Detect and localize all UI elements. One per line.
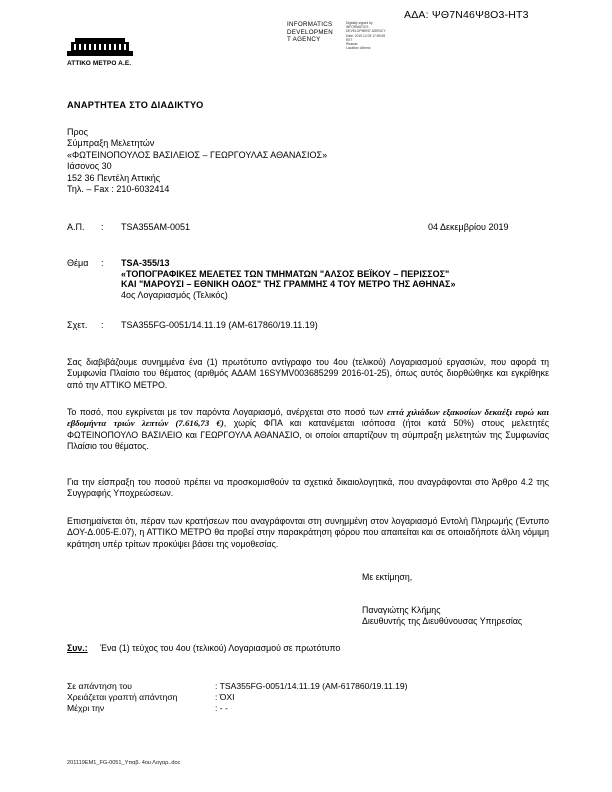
paragraph-2: Το ποσό, που εγκρίνεται με τον παρόντα Λογαριασμό, ανέρχεται στο ποσό των επτά χιλιάδων εξακοσίων δεκαέξι ευρώ και εβδομήντα τριών λεπτών (7.616,73 €), χωρίς ΦΠΑ και κατανέμεται ισόποσα (ήτοι κατά 50%) στους μελετητές ΦΩΤΕΙΝΟΠΟΥΛΟ ΒΑΣΙΛΕΙΟ και ΓΕΩΡΓΟΥΛΑ ΑΘΑΝΑΣΙΟ, οι οποίοι απαρτίζουν τη σύμπραξη μελετητών της Συμφωνίας Πλαίσιο του θέματος.	[67, 407, 550, 452]
signatory	[362, 605, 522, 627]
amount-text: επτά χιλιάδων εξακοσίων δεκαέξι ευρώ και εβδομήντα τριών λεπτών (7.616,73 €)	[67, 407, 549, 429]
logo-text: ΑΤΤΙΚΟ ΜΕΤΡΟ Α.Ε.	[67, 60, 132, 67]
meta-row: Σε απάντηση του : TSA355FG-0051/14.11.19 (AM-617860/19.11.19)	[67, 681, 408, 691]
recipient-address: Προς Σύμπραξη Μελετητών «ΦΩΤΕΙΝΟΠΟΥΛΟΣ ΒΑΣΙΛΕΙΟΣ – ΓΕΩΡΓΟΥΛΑΣ ΑΘΑΝΑΣΙΟΣ» Ιάσονος 30 152 36 Πεντέλη Αττικής Τηλ. – Fax : 210-6032414	[67, 127, 328, 195]
metro-building-icon	[67, 36, 133, 56]
document-date: 04 Δεκεμβρίου 2019	[428, 222, 509, 232]
subject-account: 4ος Λογαριασμός (Τελικός)	[121, 289, 228, 300]
paragraph-3: Για την είσπραξη του ποσού πρέπει να προσκομισθούν τα σχετικά δικαιολογητικά, που αναγράφονται στο Άρθρο 4.2 της Συγγραφής Υποχρεώσεων.	[67, 477, 549, 499]
signatory-title: Διευθυντής της Διευθύνουσας Υπηρεσίας	[362, 616, 523, 626]
company-logo	[67, 36, 133, 67]
file-footer: 201119EM1_FG-0051_Υπαβ. 4ου Λογαρ..doc	[67, 760, 181, 766]
page-heading: ΑΝΑΡΤΗΤΕΑ ΣΤΟ ΔΙΑΔΙΚΤΥΟ	[67, 100, 204, 110]
enclosure-text: Ένα (1) τεύχος του 4ου (τελικού) Λογαριασμού σε πρωτότυπο	[100, 643, 341, 653]
paragraph-1: Σας διαβιβάζουμε συνημμένα ένα (1) πρωτότυπο αντίγραφο του 4ου (τελικού) Λογαριασμού εργασιών, που αφορά τη Συμφωνία Πλαίσιο του θέματος (αριθμός ΑΔΑΜ 16SYMV003685299 2016-01-25), όπως αυτός διορθώθηκε και εγκρίθηκε από την ΑΤΤΙΚΟ ΜΕΤΡΟ.	[67, 357, 549, 390]
subject-title-line-2: ΚΑΙ "ΜΑΡΟΥΣΙ – ΕΘΝΙΚΗ ΟΔΟΣ" ΤΗΣ ΓΡΑΜΜΗΣ 4 ΤΟΥ ΜΕΤΡΟ ΤΗΣ ΑΘΗΝΑΣ»	[121, 279, 456, 290]
enclosure-label: Συν.:	[67, 643, 88, 653]
digital-signature-details: Digitally signed by INFORMATICS DEVELOPMENT AGENCY Date: 2019.12.05 17:59:08 EET Reason: Location: Athens	[346, 21, 386, 51]
ada-code: ΑΔΑ: ΨΘ7Ν46Ψ8Ο3-ΗΤ3	[404, 9, 529, 21]
enclosure	[67, 643, 340, 653]
meta-row: Χρειάζεται γραπτή απάντηση : ΌΧΙ	[67, 691, 235, 702]
reply-info	[67, 681, 408, 713]
meta-row: Μέχρι την : - -	[67, 702, 228, 713]
signatory-name: Παναγιώτης Κλήμης	[362, 605, 441, 615]
subject-code: TSA-355/13	[121, 258, 170, 268]
agency-name: INFORMATICS DEVELOPMEN T AGENCY	[287, 21, 333, 44]
subject-title-line-1: «ΤΟΠΟΓΡΑΦΙΚΕΣ ΜΕΛΕΤΕΣ ΤΩΝ ΤΜΗΜΑΤΩΝ "ΑΛΣΟΣ ΒΕΪΚΟΥ – ΠΕΡΙΣΣΟΣ"	[121, 268, 450, 279]
closing: Με εκτίμηση,	[362, 572, 413, 582]
paragraph-4: Επισημαίνεται ότι, πέραν των κρατήσεων που αναγράφονται στη συνημμένη στον λογαριασμό Εντολή Πληρωμής (Έντυπο ΔΟΥ-Δ.005-Ε.07), η ΑΤΤΙΚΟ ΜΕΤΡΟ θα προβεί στην παρακράτηση φόρου που απαιτείται και σε οποιαδήποτε άλλη νόμιμη κράτηση υπέρ τρίτων προκύψει βάσει της νομοθεσίας.	[67, 516, 549, 549]
